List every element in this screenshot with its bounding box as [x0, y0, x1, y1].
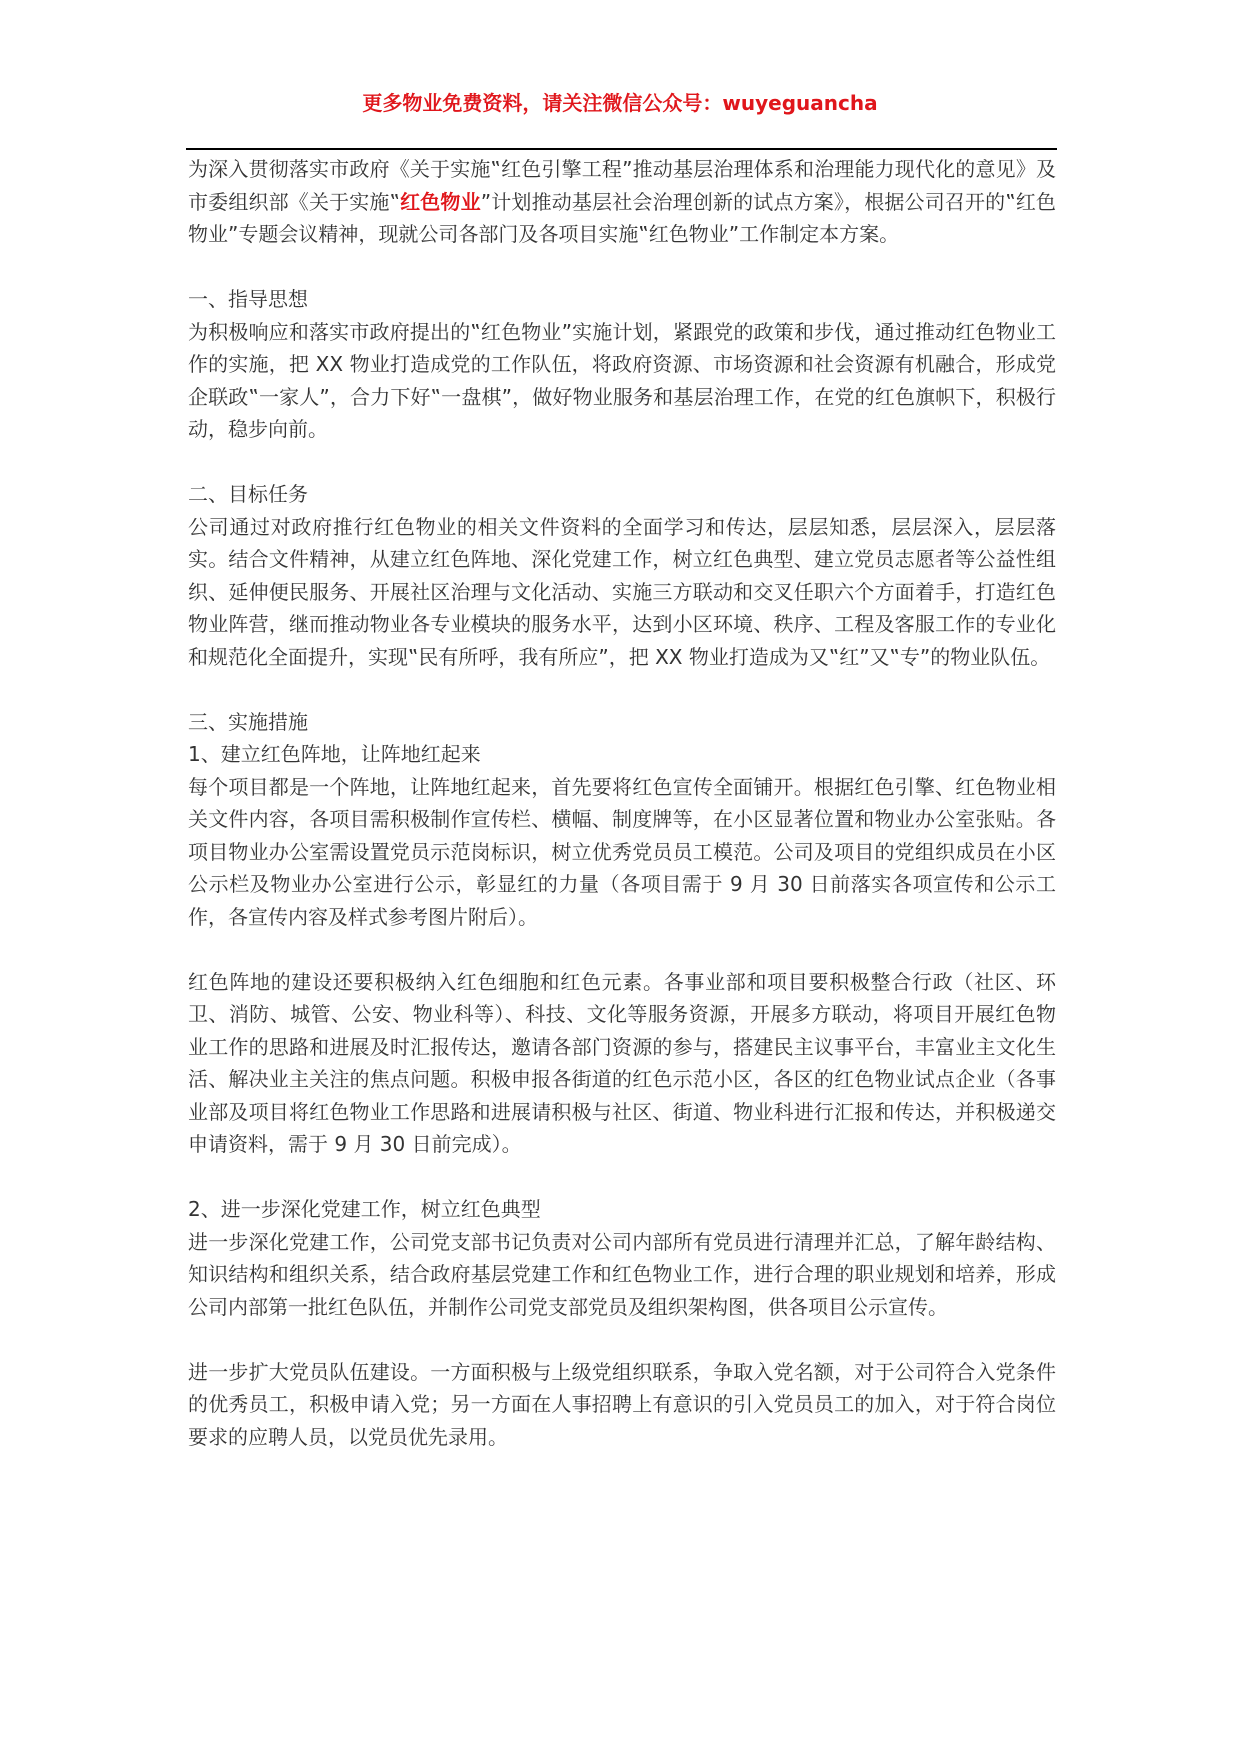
paragraph-spacer	[188, 673, 1056, 706]
paragraph-spacer	[188, 1161, 1056, 1194]
intro-text-part2: ”计划推动基层社会治理创新的试点方案》，根据公司召开的‟红色物业”专题会议精神，现就公司各部门及各项目实施‟红色物业”工作制定本方案。	[188, 189, 1056, 246]
intro-paragraph	[188, 153, 1056, 251]
subsection-2-paragraph-1: 进一步深化党建工作，公司党支部书记负责对公司内部所有党员进行清理并汇总，了解年龄结构、知识结构和组织关系，结合政府基层党建工作和红色物业工作，进行合理的职业规划和培养，形成公司内部第一批红色队伍，并制作公司党支部党员及组织架构图，供各项目公示宣传。	[188, 1229, 1056, 1319]
header-divider	[186, 148, 1057, 150]
section-body-goals: 公司通过对政府推行红色物业的相关文件资料的全面学习和传达，层层知悉，层层深入，层层落实。结合文件精神，从建立红色阵地、深化党建工作，树立红色典型、建立党员志愿者等公益性组织、延伸便民服务、开展社区治理与文化活动、实施三方联动和交叉任职六个方面着手，打造红色物业阵营，继而推动物业各专业模块的服务水平，达到小区环境、秩序、工程及客服工作的专业化和规范化全面提升，实现‟民有所呼，我有所应”，把 XX 物业打造成为又‟红”又‟专”的物业队伍。	[188, 514, 1056, 669]
intro-text-part1: 为深入贯彻落实市政府《关于实施‟红色引擎工程”推动基层治理体系和治理能力现代化的意见》及市委组织部《关于实施‟	[188, 157, 1056, 214]
subsection-1-paragraph-2: 红色阵地的建设还要积极纳入红色细胞和红色元素。各事业部和项目要积极整合行政（社区、环卫、消防、城管、公安、物业科等）、科技、文化等服务资源，开展多方联动，将项目开展红色物业工作的思路和进展及时汇报传达，邀请各部门资源的参与，搭建民主议事平台，丰富业主文化生活、解决业主关注的焦点问题。积极申报各街道的红色示范小区，各区的红色物业试点企业（各事业部及项目将红色物业工作思路和进展请积极与社区、街道、物业科进行汇报和传达，并积极递交申请资料，需于 9 月 30 日前完成）。	[188, 969, 1056, 1156]
subsection-title-2: 2、进一步深化党建工作，树立红色典型	[188, 1197, 541, 1221]
section-heading-measures: 三、实施措施	[188, 709, 308, 734]
document-body	[188, 153, 1056, 1453]
subsection-1-paragraph-1: 每个项目都是一个阵地，让阵地红起来，首先要将红色宣传全面铺开。根据红色引擎、红色物业相关文件内容，各项目需积极制作宣传栏、横幅、制度牌等，在小区显著位置和物业办公室张贴。各项目物业办公室需设置党员示范岗标识，树立优秀党员员工模范。公司及项目的党组织成员在小区公示栏及物业办公室进行公示，彰显红的力量（各项目需于 9 月 30 日前落实各项宣传和公示工作，各宣传内容及样式参考图片附后）。	[188, 774, 1056, 929]
paragraph-spacer	[188, 251, 1056, 284]
subsection-2-paragraph-2: 进一步扩大党员队伍建设。一方面积极与上级党组织联系，争取入党名额，对于公司符合入党条件的优秀员工，积极申请入党；另一方面在人事招聘上有意识的引入党员员工的加入，对于符合岗位要求的应聘人员，以党员优先录用。	[188, 1359, 1056, 1449]
paragraph-spacer	[188, 1323, 1056, 1356]
section-heading-goals: 二、目标任务	[188, 482, 308, 506]
subsection-title-1: 1、建立红色阵地，让阵地红起来	[188, 742, 481, 766]
paragraph-spacer	[188, 933, 1056, 966]
section-heading-guiding: 一、指导思想	[188, 287, 308, 311]
paragraph-spacer	[188, 446, 1056, 479]
intro-highlight: 红色物业	[399, 189, 481, 214]
section-body-guiding: 为积极响应和落实市政府提出的‟红色物业”实施计划，紧跟党的政策和步伐，通过推动红色物业工作的实施，把 XX 物业打造成党的工作队伍，将政府资源、市场资源和社会资源有机融合，形成党企联政‟一家人”，合力下好‟一盘棋”，做好物业服务和基层治理工作，在党的红色旗帜下，积极行动，稳步向前。	[188, 319, 1056, 441]
promo-banner: 更多物业免费资料，请关注微信公众号：wuyeguancha	[362, 91, 878, 115]
